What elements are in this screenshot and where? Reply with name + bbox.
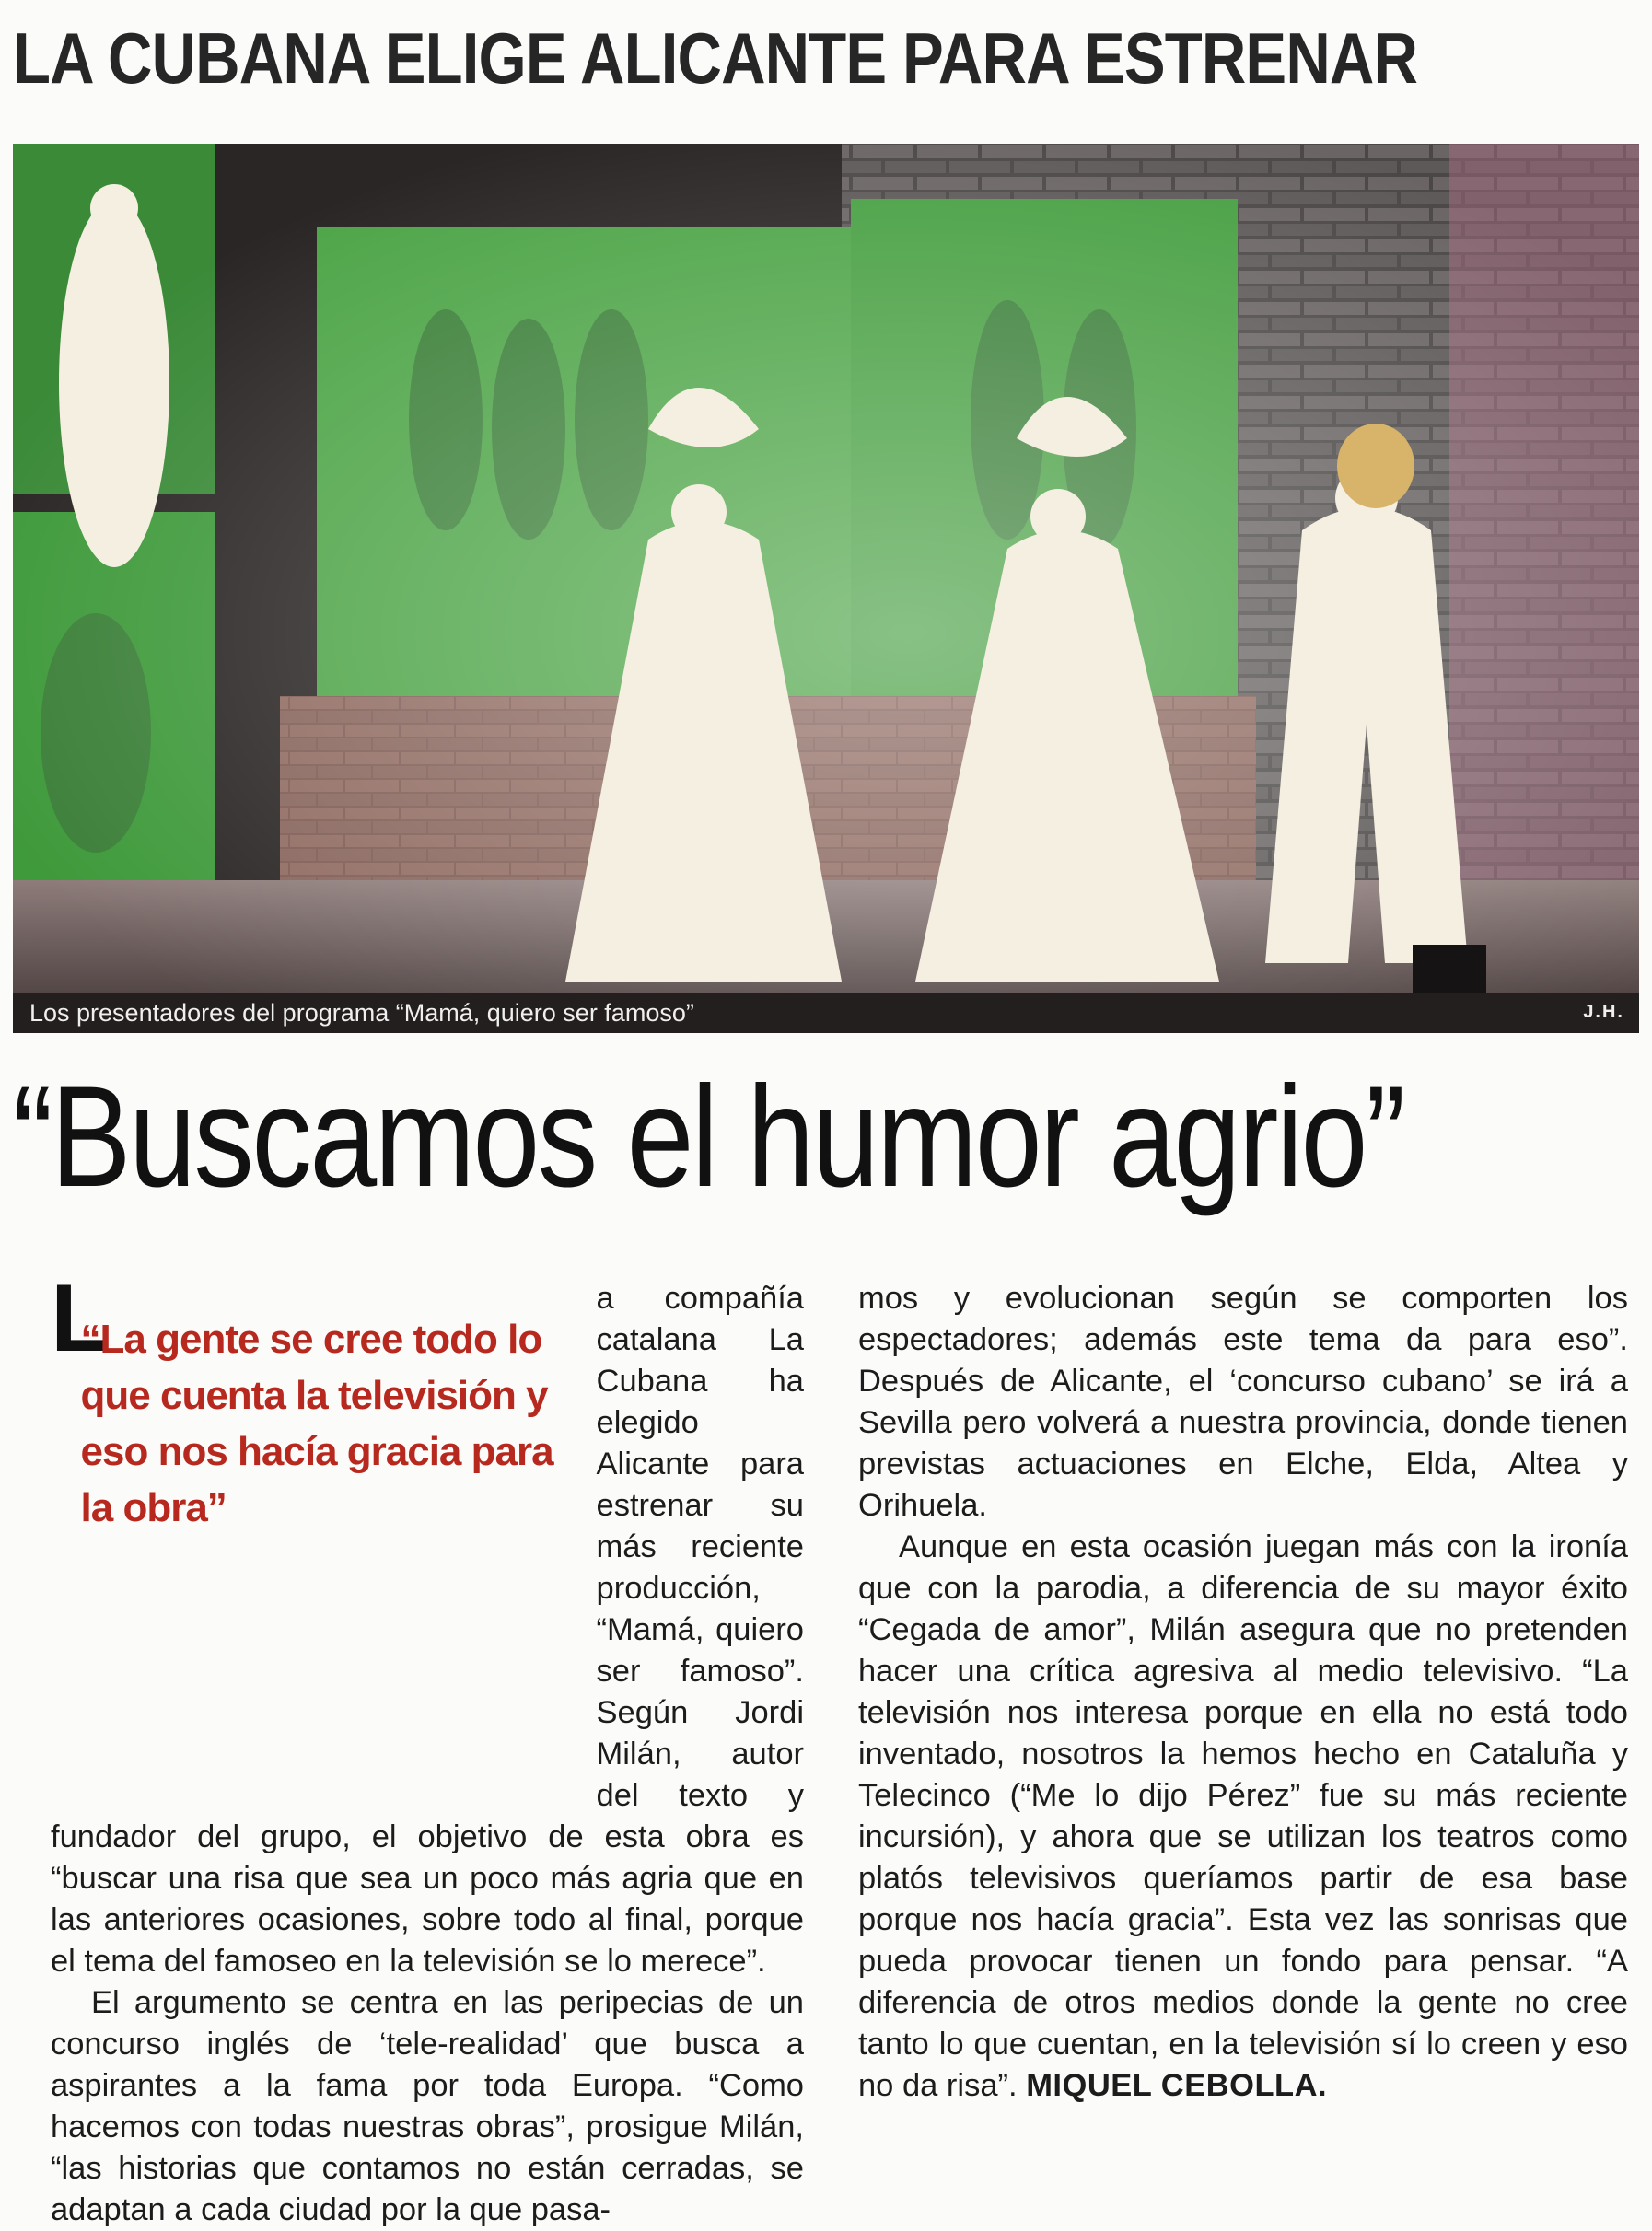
paragraph-2: El argumento se centra en las peripecias de un concurso inglés de ‘tele-realidad’ que busca a aspirantes a la fama por toda Europa. “Como hacemos con todas nuestras obras”, prosigue Milán, “las historias que contamos no están cerradas, se adaptan a cada ciudad por la que pasa-	[51, 1985, 804, 2227]
paragraph-1	[51, 1265, 804, 1982]
article-column-left	[51, 1265, 804, 2231]
pull-quote	[81, 1289, 560, 1791]
article-column-right	[858, 1278, 1628, 2107]
photo-caption: Los presentadores del programa “Mamá, quiero ser famoso”	[29, 999, 694, 1027]
photo-credit: J.H.	[1583, 1002, 1624, 1022]
drop-cap: L	[51, 1265, 110, 1372]
author-signature: MIQUEL CEBOLLA.	[1026, 2068, 1328, 2103]
paragraph-4-text: Aunque en esta ocasión juegan más con la ironía que con la parodia, a diferencia de su mayor éxito “Cegada de amor”, Milán asegura que no pretenden hacer una crítica agresiva al medio televisivo. “La televisión nos interesa porque en ella no está todo inventado, nosotros la hemos hecho en Cataluña y Telecinco (“Me lo dijo Pérez” fue su más reciente incursión), y ahora que se utilizan los teatros como platós televisivos queríamos partir de esa base porque nos hacía gracia”. Esta vez las sonrisas que pueda provocar tienen un fondo para pensar. “A diferencia de otros medios donde la gente no cree tanto lo que cuentan, en la televisión sí lo creen y eso no da risa”.	[858, 1529, 1628, 2103]
photo-caption-bar	[13, 993, 1639, 1033]
kicker-headline: LA CUBANA ELIGE ALICANTE PARA ESTRENAR	[13, 17, 1418, 99]
main-headline: “Buscamos el humor agrio”	[13, 1057, 1404, 1217]
paragraph-1-text: a compañía catalana La Cubana ha elegido Alicante para estrenar su más reciente producción, “Mamá, quiero ser famoso”. Según Jordi Milán, autor del texto y fundador del grupo, el objetivo de esta obra es “buscar una risa que sea un poco más agria que en las anteriores ocasiones, sobre todo al final, porque el tema del famoseo en la televisión se lo merece”.	[51, 1281, 804, 1979]
paragraph-4	[858, 1527, 1628, 2107]
pull-quote-text: “La gente se cree todo lo que cuenta la televisión y eso nos hacía gracia para la obra”	[80, 1317, 553, 1530]
paragraph-3: mos y evolucionan según se comporten los espectadores; además este tema da para eso”. Después de Alicante, el ‘concurso cubano’ se irá a Sevilla pero volverá a nuestra provincia, donde tienen previstas actuaciones en Elche, Elda, Altea y Orihuela.	[858, 1281, 1628, 1523]
stage-photo-illustration	[13, 144, 1639, 1033]
stage-photo	[13, 144, 1639, 1033]
